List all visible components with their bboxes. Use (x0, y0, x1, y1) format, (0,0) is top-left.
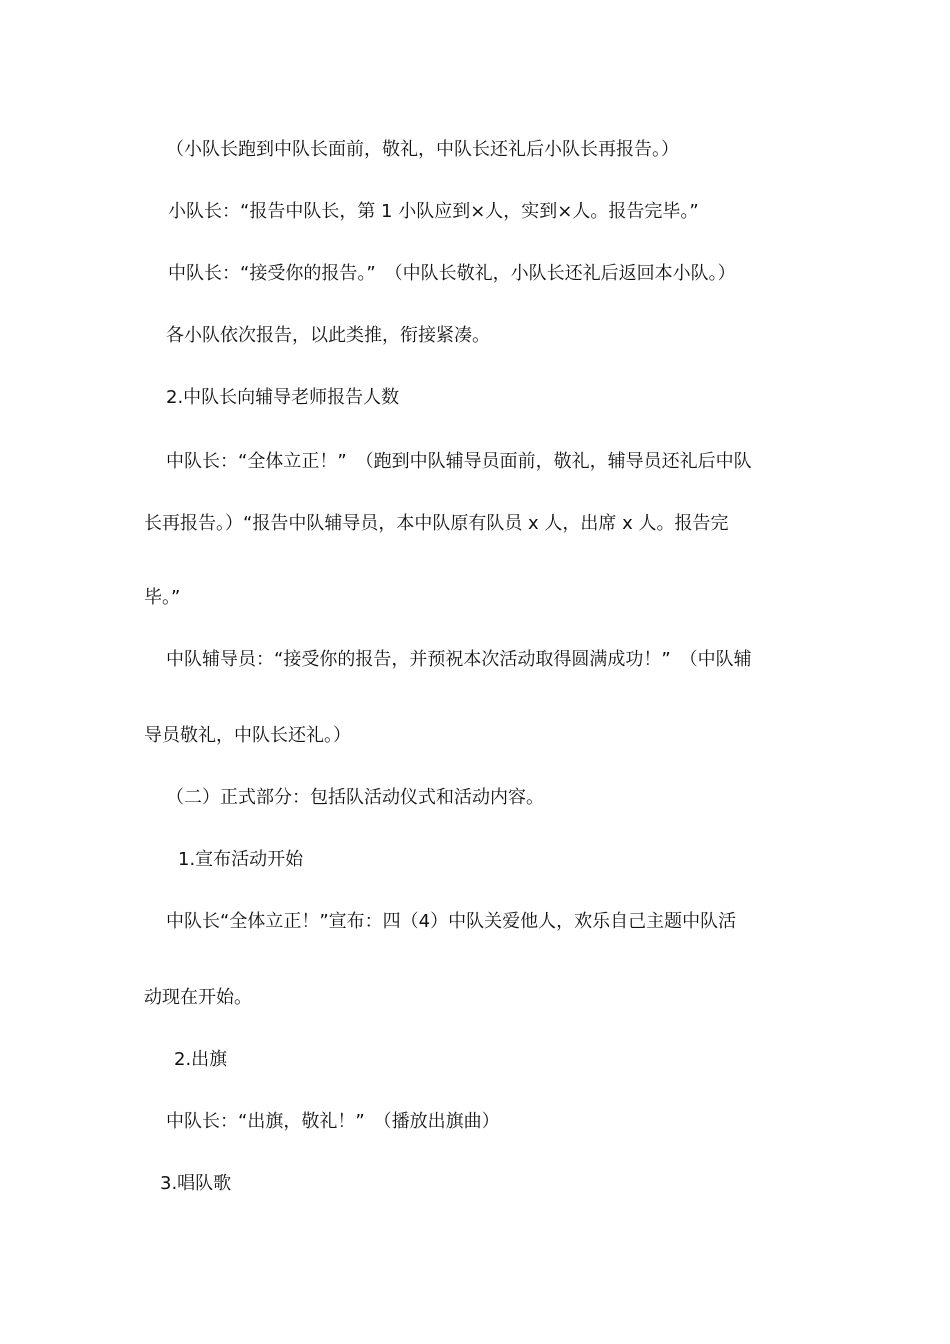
text-line: 中队长“全体立正！”宣布：四（4）中队关爱他人，欢乐自己主题中队活 (166, 911, 737, 932)
text-line: 各小队依次报告，以此类推，衔接紧凑。 (166, 325, 490, 346)
section-heading: （二）正式部分：包括队活动仪式和活动内容。 (166, 787, 544, 808)
text-line: 毕。” (144, 587, 181, 608)
text-line: 中队长：“全体立正！” （跑到中队辅导员面前，敬礼，辅导员还礼后中队 (166, 451, 752, 472)
text-line: 小队长：“报告中队长，第 1 小队应到×人，实到×人。报告完毕。” (168, 201, 699, 222)
text-line: 动现在开始。 (144, 987, 252, 1008)
section-heading: 2.中队长向辅导老师报告人数 (166, 387, 400, 408)
text-line: （小队长跑到中队长面前，敬礼，中队长还礼后小队长再报告。） (166, 139, 679, 160)
section-heading: 2.出旗 (174, 1049, 228, 1070)
section-heading: 1.宣布活动开始 (178, 849, 304, 870)
text-line: 导员敬礼，中队长还礼。） (144, 725, 351, 746)
text-line: 中队长：“出旗，敬礼！” （播放出旗曲） (166, 1111, 500, 1132)
text-line: 中队辅导员：“接受你的报告，并预祝本次活动取得圆满成功！” （中队辅 (166, 649, 752, 670)
section-heading: 3.唱队歌 (160, 1173, 232, 1194)
text-line: 长再报告。）“报告中队辅导员，本中队原有队员 x 人，出席 x 人。报告完 (144, 513, 729, 534)
text-line: 中队长：“接受你的报告。” （中队长敬礼，小队长还礼后返回本小队。） (168, 263, 736, 284)
